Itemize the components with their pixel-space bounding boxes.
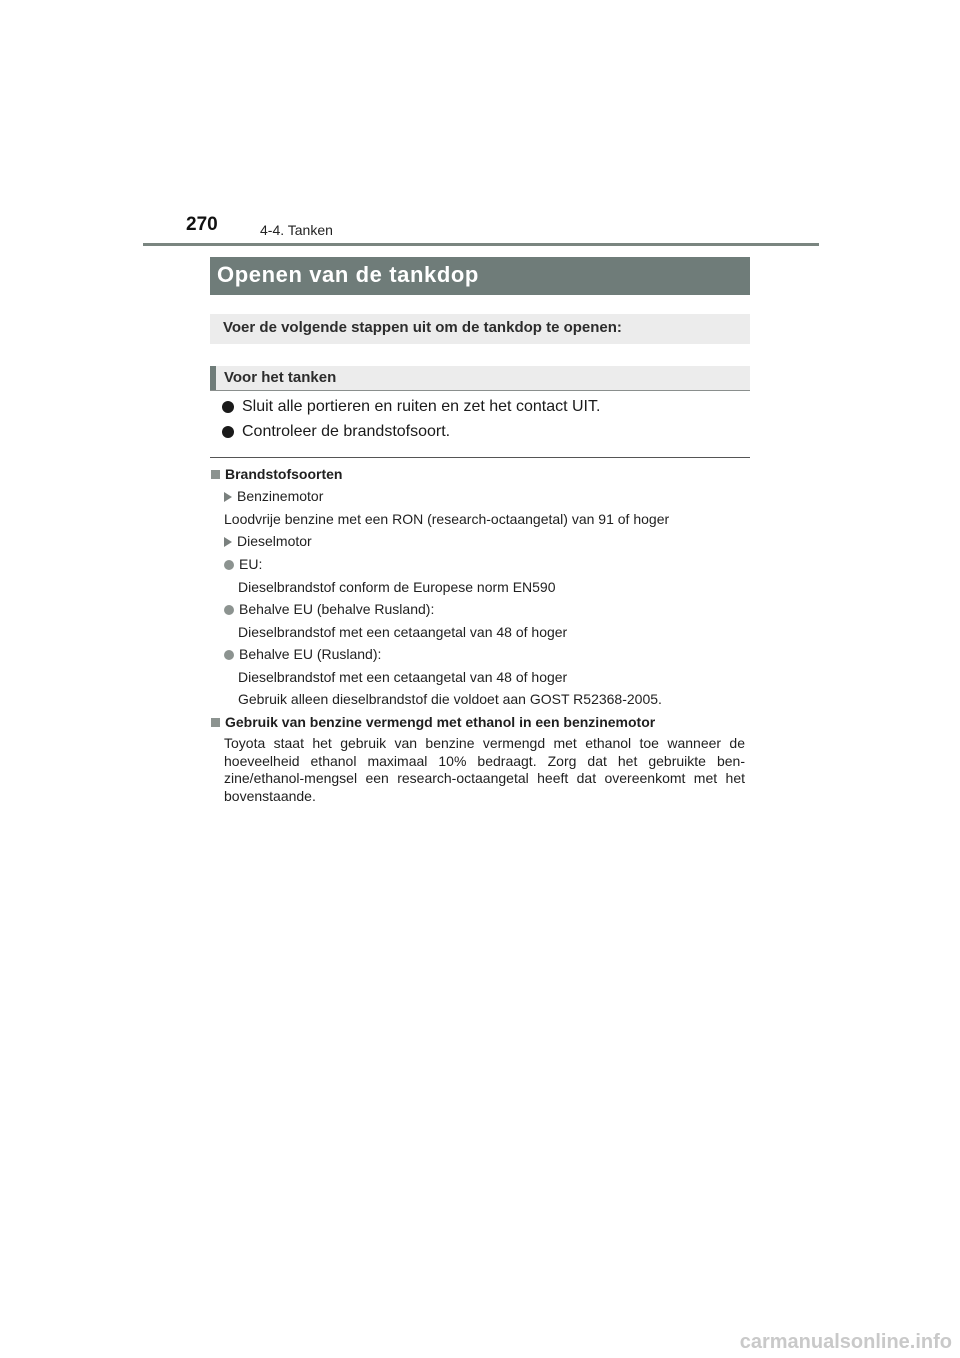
watermark: carmanualsonline.info [739, 1331, 952, 1353]
non-eu-label [224, 601, 434, 617]
ethanol-heading [211, 714, 655, 730]
sub-heading-label: Voor het tanken [224, 369, 337, 386]
diesel-label [224, 533, 312, 549]
step-1-text: Sluit alle portieren en ruiten en zet het contact UIT. [242, 398, 601, 415]
bullet-icon [222, 426, 234, 438]
sub-heading [210, 366, 750, 391]
page-number: 270 [186, 214, 218, 235]
eu-label [224, 556, 262, 572]
circle-bullet-icon [224, 650, 234, 660]
petrol-label-text: Benzinemotor [237, 488, 324, 504]
square-bullet-icon [211, 718, 220, 727]
chapter-title: 4-4. Tanken [260, 222, 333, 238]
section-rule [210, 457, 750, 458]
step-2 [222, 423, 450, 441]
triangle-bullet-icon [224, 492, 232, 502]
fuel-types-heading-text: Brandstofsoorten [225, 466, 343, 482]
russia-text-2: Gebruik alleen dieselbrandstof die voldoet aan GOST R52368-2005. [238, 691, 662, 707]
fuel-types-heading [211, 466, 342, 482]
intro-box: Voer de volgende stappen uit om de tankdop te openen: [210, 314, 750, 344]
step-1 [222, 398, 600, 416]
step-2-text: Controleer de brandstofsoort. [242, 423, 451, 440]
non-eu-label-text: Behalve EU (behalve Rusland): [239, 601, 435, 617]
ethanol-heading-text: Gebruik van benzine vermengd met ethanol in een benzinemotor [225, 714, 656, 730]
triangle-bullet-icon [224, 537, 232, 547]
section-title: Openen van de tankdop [210, 257, 750, 295]
circle-bullet-icon [224, 560, 234, 570]
header-rule [143, 243, 819, 246]
square-bullet-icon [211, 470, 220, 479]
russia-text-1: Dieselbrandstof met een cetaangetal van 48 of hoger [238, 669, 568, 685]
diesel-label-text: Dieselmotor [237, 533, 312, 549]
bullet-icon [222, 401, 234, 413]
petrol-label [224, 488, 323, 504]
circle-bullet-icon [224, 605, 234, 615]
non-eu-text: Dieselbrandstof met een cetaangetal van 48 of hoger [238, 624, 568, 640]
russia-label [224, 646, 381, 662]
russia-label-text: Behalve EU (Rusland): [239, 646, 382, 662]
eu-label-text: EU: [239, 556, 263, 572]
petrol-text: Loodvrije benzine met een RON (research-octaangetal) van 91 of hoger [224, 511, 670, 527]
eu-text: Dieselbrandstof conform de Europese norm EN590 [238, 579, 556, 595]
ethanol-text: Toyota staat het gebruik van benzine vermengd met ethanol toe wanneer de hoeveelheid ethanol maximaal 10% bedraagt. Zorg dat het gebruikte ben- zine/ethanol-mengsel een research-octaangetal heeft dat overeenkomt met het bovenstaande. [224, 735, 745, 804]
